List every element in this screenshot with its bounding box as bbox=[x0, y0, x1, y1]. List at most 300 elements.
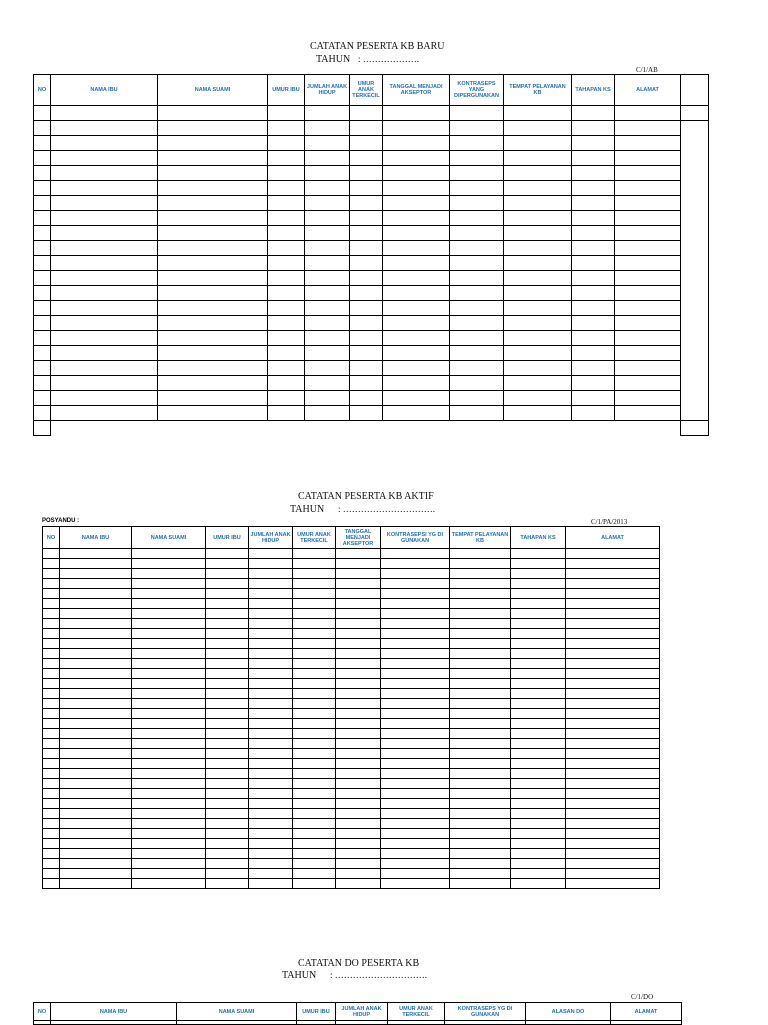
form1-table-cell bbox=[383, 421, 450, 436]
form2-table-cell bbox=[43, 699, 60, 709]
form2-table-cell bbox=[450, 809, 511, 819]
form2-table-cell bbox=[511, 569, 566, 579]
form1-table-cell bbox=[572, 271, 615, 286]
form1-table-cell bbox=[615, 181, 681, 196]
form1-table-cell bbox=[615, 211, 681, 226]
form2-table-cell bbox=[206, 639, 249, 649]
form2-table-cell bbox=[293, 829, 336, 839]
form1-table-cell bbox=[383, 286, 450, 301]
form1-table-cell bbox=[572, 376, 615, 391]
form2-table-cell bbox=[566, 579, 660, 589]
form2-table-cell bbox=[511, 739, 566, 749]
form2-table-cell bbox=[132, 859, 206, 869]
form2-table-cell bbox=[132, 709, 206, 719]
form2-table-cell bbox=[381, 799, 450, 809]
form2-table-cell bbox=[249, 779, 293, 789]
form1-table-cell bbox=[572, 406, 615, 421]
form2-table-cell bbox=[43, 729, 60, 739]
form2-table-cell bbox=[381, 679, 450, 689]
form1-table-cell bbox=[305, 421, 350, 436]
form2-table-cell bbox=[293, 819, 336, 829]
form2-table-cell bbox=[511, 829, 566, 839]
form2-table-cell bbox=[566, 829, 660, 839]
form1-table-cell bbox=[350, 376, 383, 391]
form1-table-cell bbox=[34, 136, 51, 151]
form2-table-row bbox=[43, 619, 660, 629]
form1-table-cell bbox=[383, 106, 450, 121]
form2-table-cell bbox=[249, 849, 293, 859]
form1-table-row bbox=[34, 376, 709, 391]
form2-table-cell bbox=[511, 769, 566, 779]
form2-table-cell bbox=[206, 789, 249, 799]
form2-table-cell bbox=[336, 829, 381, 839]
form1-table-cell bbox=[572, 256, 615, 271]
form1-table-cell bbox=[51, 226, 158, 241]
form2-table-cell bbox=[132, 739, 206, 749]
form3-header-umur-ibu: UMUR IBU bbox=[297, 1003, 336, 1021]
form2-table-cell bbox=[43, 859, 60, 869]
form2-table-cell bbox=[249, 589, 293, 599]
form2-table-cell bbox=[206, 669, 249, 679]
form1-table-cell bbox=[681, 301, 709, 316]
form2-table-cell bbox=[336, 809, 381, 819]
form1-table-cell bbox=[383, 256, 450, 271]
form1-table-cell bbox=[305, 376, 350, 391]
form2-table-row bbox=[43, 839, 660, 849]
form1-table-cell bbox=[51, 106, 158, 121]
form1-header-alamat: ALAMAT bbox=[615, 75, 681, 106]
form1-table-cell bbox=[34, 271, 51, 286]
form2-table-cell bbox=[293, 779, 336, 789]
form2-table-row bbox=[43, 809, 660, 819]
form1-table-cell bbox=[268, 316, 305, 331]
form2-header-nama-ibu: NAMA IBU bbox=[60, 527, 132, 549]
form2-table-cell bbox=[336, 729, 381, 739]
form2-table-cell bbox=[293, 769, 336, 779]
form2-table-cell bbox=[132, 629, 206, 639]
form2-table-cell bbox=[43, 569, 60, 579]
form1-table-cell bbox=[158, 241, 268, 256]
form3-header-jumlah-anak-hidup: JUMLAH ANAK HIDUP bbox=[336, 1003, 388, 1021]
form2-table-cell bbox=[566, 739, 660, 749]
form1-header-umur-ibu: UMUR IBU bbox=[268, 75, 305, 106]
form2-table-cell bbox=[450, 769, 511, 779]
form2-header-kontrasepsi: KONTRASEPSI YG DI GUNAKAN bbox=[381, 527, 450, 549]
form2-table-cell bbox=[43, 649, 60, 659]
form1-table-cell bbox=[305, 106, 350, 121]
form1-header-kontraseps: KONTRASEPS YANG DIPERGUNAKAN bbox=[450, 75, 504, 106]
form2-table-cell bbox=[450, 869, 511, 879]
form1-table-cell bbox=[615, 301, 681, 316]
form1-table-cell bbox=[615, 391, 681, 406]
form1-table-cell bbox=[681, 346, 709, 361]
form2-table-cell bbox=[511, 839, 566, 849]
form2-header-alamat: ALAMAT bbox=[566, 527, 660, 549]
form2-table-cell bbox=[60, 609, 132, 619]
form1-table-cell bbox=[268, 271, 305, 286]
form2-table-cell bbox=[511, 579, 566, 589]
form1-table-cell bbox=[305, 331, 350, 346]
form2-table-cell bbox=[293, 659, 336, 669]
form1-table-cell bbox=[158, 331, 268, 346]
form1-table-cell bbox=[383, 271, 450, 286]
form1-table-row bbox=[34, 136, 709, 151]
form1-table-cell bbox=[615, 406, 681, 421]
form1-table-cell bbox=[268, 151, 305, 166]
form2-table-cell bbox=[566, 689, 660, 699]
form2-table-cell bbox=[336, 559, 381, 569]
form1-table-cell bbox=[615, 226, 681, 241]
form2-table-cell bbox=[511, 849, 566, 859]
form1-table-cell bbox=[305, 181, 350, 196]
form2-header-umur-ibu: UMUR IBU bbox=[206, 527, 249, 549]
form2-table-cell bbox=[60, 719, 132, 729]
form2-table-cell bbox=[566, 559, 660, 569]
form2-table-cell bbox=[60, 779, 132, 789]
form2-table-cell bbox=[381, 749, 450, 759]
form2-table-cell bbox=[336, 589, 381, 599]
form1-table-cell bbox=[158, 151, 268, 166]
form2-header-tempat-pelayanan: TEMPAT PELAYANAN KB bbox=[450, 527, 511, 549]
form3-header-nama-ibu: NAMA IBU bbox=[51, 1003, 177, 1021]
form1-table-cell bbox=[51, 121, 158, 136]
form2-table-cell bbox=[132, 729, 206, 739]
form1-code: C/1/AB bbox=[636, 66, 658, 74]
form1-table-row bbox=[34, 211, 709, 226]
form2-table-cell bbox=[132, 689, 206, 699]
form2-table-cell bbox=[206, 709, 249, 719]
form2-table-cell bbox=[336, 639, 381, 649]
form1-table-cell bbox=[158, 121, 268, 136]
form2-table-cell bbox=[249, 699, 293, 709]
form1-table-cell bbox=[615, 346, 681, 361]
form1-table-cell bbox=[305, 226, 350, 241]
form2-table-cell bbox=[511, 869, 566, 879]
form2-table-cell bbox=[60, 769, 132, 779]
form2-table-cell bbox=[450, 679, 511, 689]
form2-table-cell bbox=[249, 649, 293, 659]
form2-table-cell bbox=[381, 849, 450, 859]
form2-table-cell bbox=[566, 629, 660, 639]
form2-table-row bbox=[43, 659, 660, 669]
form2-table-cell bbox=[381, 559, 450, 569]
form1-table-cell bbox=[350, 361, 383, 376]
form2-table-cell bbox=[381, 869, 450, 879]
form1-table-cell bbox=[450, 316, 504, 331]
form2-table-cell bbox=[336, 819, 381, 829]
form2-table-cell bbox=[511, 729, 566, 739]
form2-table-cell bbox=[450, 599, 511, 609]
form2-table-cell bbox=[206, 629, 249, 639]
form2-table-cell bbox=[511, 549, 566, 559]
form1-table-cell bbox=[268, 376, 305, 391]
form2-table-row bbox=[43, 549, 660, 559]
form2-table-cell bbox=[132, 639, 206, 649]
form2-table-cell bbox=[293, 689, 336, 699]
form2-table-cell bbox=[249, 799, 293, 809]
form2-table-cell bbox=[43, 789, 60, 799]
form2-table-cell bbox=[336, 679, 381, 689]
form1-table-cell bbox=[383, 376, 450, 391]
form2-table-cell bbox=[566, 729, 660, 739]
form1-table-cell bbox=[268, 211, 305, 226]
form2-table-cell bbox=[60, 839, 132, 849]
form1-table-cell bbox=[572, 361, 615, 376]
form1-table-cell bbox=[350, 256, 383, 271]
form1-table-cell bbox=[450, 121, 504, 136]
form2-table-cell bbox=[60, 579, 132, 589]
form1-table-cell bbox=[615, 106, 681, 121]
form2-table-cell bbox=[450, 819, 511, 829]
form2-table-cell bbox=[381, 589, 450, 599]
form2-table-cell bbox=[293, 859, 336, 869]
form2-table-cell bbox=[60, 599, 132, 609]
form2-table-cell bbox=[511, 819, 566, 829]
form2-table-cell bbox=[336, 859, 381, 869]
form1-table-cell bbox=[383, 331, 450, 346]
form1-table-cell bbox=[34, 286, 51, 301]
form1-table-cell bbox=[504, 316, 572, 331]
form1-table-cell bbox=[350, 166, 383, 181]
form1-table-row bbox=[34, 346, 709, 361]
form2-table-cell bbox=[511, 659, 566, 669]
form2-table-cell bbox=[43, 719, 60, 729]
form2-table-cell bbox=[132, 609, 206, 619]
form1-table-cell bbox=[158, 271, 268, 286]
form2-table-cell bbox=[511, 809, 566, 819]
form1-header-tanggal-menjadi-akseptor: TANGGAL MENJADI AKSEPTOR bbox=[383, 75, 450, 106]
form2-table-cell bbox=[511, 719, 566, 729]
form2-table-cell bbox=[566, 549, 660, 559]
form1-table-cell bbox=[504, 301, 572, 316]
form2-table-cell bbox=[249, 639, 293, 649]
form2-table-cell bbox=[43, 679, 60, 689]
form2-table-cell bbox=[60, 709, 132, 719]
form1-table-cell bbox=[450, 346, 504, 361]
form2-table-cell bbox=[206, 659, 249, 669]
form1-table-row bbox=[34, 301, 709, 316]
form2-table-cell bbox=[293, 679, 336, 689]
form2-table-cell bbox=[450, 879, 511, 889]
form1-table-cell bbox=[572, 346, 615, 361]
form1-table-row bbox=[34, 406, 709, 421]
form1-table-cell bbox=[34, 406, 51, 421]
form2-table-cell bbox=[249, 579, 293, 589]
form1-header-extra bbox=[681, 75, 709, 106]
form2-table-cell bbox=[60, 799, 132, 809]
form1-table-cell bbox=[383, 181, 450, 196]
form1-table-cell bbox=[450, 391, 504, 406]
form2-table-cell bbox=[450, 849, 511, 859]
form2-table-cell bbox=[511, 589, 566, 599]
form2-table-row bbox=[43, 699, 660, 709]
form2-table-cell bbox=[450, 579, 511, 589]
form1-table-cell bbox=[450, 241, 504, 256]
form2-table-cell bbox=[293, 799, 336, 809]
form2-table-row bbox=[43, 879, 660, 889]
form2-table-cell bbox=[566, 639, 660, 649]
form2-table-cell bbox=[249, 749, 293, 759]
form2-table-cell bbox=[60, 629, 132, 639]
form2-table-cell bbox=[60, 789, 132, 799]
form2-table-cell bbox=[132, 789, 206, 799]
form2-table-cell bbox=[336, 649, 381, 659]
form2-table-cell bbox=[293, 629, 336, 639]
form1-table-cell bbox=[305, 361, 350, 376]
form1-table-cell bbox=[615, 256, 681, 271]
form1-table-cell bbox=[268, 196, 305, 211]
form1-table-cell bbox=[504, 151, 572, 166]
form1-table-cell bbox=[572, 106, 615, 121]
form2-table-cell bbox=[132, 719, 206, 729]
form2-table-cell bbox=[511, 599, 566, 609]
form1-table-cell bbox=[34, 121, 51, 136]
form2-table-cell bbox=[293, 879, 336, 889]
form2-table-cell bbox=[206, 779, 249, 789]
form1-table-cell bbox=[504, 196, 572, 211]
form2-table-cell bbox=[206, 839, 249, 849]
form2-table-cell bbox=[60, 689, 132, 699]
form2-table-cell bbox=[206, 829, 249, 839]
form1-table-cell bbox=[305, 316, 350, 331]
form1-table-cell bbox=[51, 256, 158, 271]
form2-table-cell bbox=[206, 809, 249, 819]
form2-table-cell bbox=[43, 579, 60, 589]
form2-table-row bbox=[43, 719, 660, 729]
form2-table-cell bbox=[60, 879, 132, 889]
form1-table-cell bbox=[383, 121, 450, 136]
form1-table-cell bbox=[615, 286, 681, 301]
form1-table-cell bbox=[158, 106, 268, 121]
form1-table-row bbox=[34, 181, 709, 196]
form1-header-nama-suami: NAMA SUAMI bbox=[158, 75, 268, 106]
form2-table-cell bbox=[293, 549, 336, 559]
form2-table-cell bbox=[43, 829, 60, 839]
form2-table-cell bbox=[206, 569, 249, 579]
form2-tahun-label: TAHUN bbox=[290, 504, 325, 515]
form2-table-cell bbox=[336, 709, 381, 719]
form2-table-cell bbox=[336, 789, 381, 799]
form2-table-cell bbox=[132, 569, 206, 579]
form2-table-cell bbox=[381, 859, 450, 869]
form2-table-row bbox=[43, 759, 660, 769]
form2-table-cell bbox=[206, 619, 249, 629]
form2-table-cell bbox=[293, 839, 336, 849]
form2-table-cell bbox=[60, 659, 132, 669]
form1-table-cell bbox=[158, 136, 268, 151]
form2-table-cell bbox=[336, 759, 381, 769]
form1-table-cell bbox=[504, 211, 572, 226]
form2-table-cell bbox=[381, 879, 450, 889]
form1-table-cell bbox=[34, 211, 51, 226]
form1-table-cell bbox=[51, 166, 158, 181]
form1-table-cell bbox=[572, 226, 615, 241]
form2-table-row bbox=[43, 859, 660, 869]
form1-table-cell bbox=[305, 166, 350, 181]
form1-table-cell bbox=[615, 331, 681, 346]
form1-table-cell bbox=[450, 211, 504, 226]
form1-table-cell bbox=[268, 256, 305, 271]
form2-table-cell bbox=[206, 719, 249, 729]
form1-table-cell bbox=[450, 301, 504, 316]
form2-table-cell bbox=[450, 799, 511, 809]
form1-table-cell bbox=[383, 226, 450, 241]
form1-tahun-label: TAHUN bbox=[316, 54, 351, 65]
form2-table-cell bbox=[381, 659, 450, 669]
form2-table-cell bbox=[249, 729, 293, 739]
form2-table-cell bbox=[336, 869, 381, 879]
form1-table-cell bbox=[305, 211, 350, 226]
form2-table-cell bbox=[132, 649, 206, 659]
form2-table-cell bbox=[206, 799, 249, 809]
form1-table-cell bbox=[350, 226, 383, 241]
form1-table-cell bbox=[51, 421, 158, 436]
form3-header-no: NO bbox=[34, 1003, 51, 1021]
form2-table-cell bbox=[381, 689, 450, 699]
form3-header-alamat: ALAMAT bbox=[611, 1003, 682, 1021]
form1-table-cell bbox=[681, 361, 709, 376]
form2-table-cell bbox=[566, 659, 660, 669]
form1-table-cell bbox=[504, 241, 572, 256]
form2-code: C/1/PA/2013 bbox=[591, 518, 628, 526]
form2-table-cell bbox=[336, 739, 381, 749]
form2-table-cell bbox=[249, 549, 293, 559]
form1-table-cell bbox=[572, 166, 615, 181]
form1-table-cell bbox=[504, 166, 572, 181]
form2-table-row bbox=[43, 729, 660, 739]
form2-table-cell bbox=[511, 699, 566, 709]
form1-table-cell bbox=[450, 256, 504, 271]
form2-table-cell bbox=[566, 619, 660, 629]
form1-table-cell bbox=[51, 391, 158, 406]
form2-table-cell bbox=[450, 729, 511, 739]
form1-table-cell bbox=[158, 421, 268, 436]
form1-table-cell bbox=[350, 136, 383, 151]
form2-table-cell bbox=[293, 869, 336, 879]
form2-table-cell bbox=[43, 659, 60, 669]
form2-table-cell bbox=[43, 669, 60, 679]
form2-table-cell bbox=[566, 799, 660, 809]
form2-table-cell bbox=[381, 719, 450, 729]
form2-table-cell bbox=[206, 819, 249, 829]
form2-table-cell bbox=[381, 609, 450, 619]
form2-table-cell bbox=[132, 619, 206, 629]
form2-tahun-value: : …………………………. bbox=[338, 504, 436, 514]
form2-table-cell bbox=[450, 549, 511, 559]
form1-table-cell bbox=[615, 421, 681, 436]
form2-table-row bbox=[43, 579, 660, 589]
form2-table-cell bbox=[43, 779, 60, 789]
form1-table-cell bbox=[504, 181, 572, 196]
form2-table-row bbox=[43, 779, 660, 789]
form2-table-cell bbox=[336, 769, 381, 779]
form1-table-cell bbox=[305, 346, 350, 361]
form1-table-cell bbox=[615, 151, 681, 166]
form2-table-cell bbox=[60, 829, 132, 839]
form2-table-cell bbox=[132, 819, 206, 829]
form2-table-row bbox=[43, 799, 660, 809]
form2-table-cell bbox=[60, 549, 132, 559]
form2-table-cell bbox=[381, 629, 450, 639]
form1-table-cell bbox=[350, 301, 383, 316]
form2-table-cell bbox=[249, 619, 293, 629]
form2-table-cell bbox=[566, 699, 660, 709]
form2-table-cell bbox=[450, 839, 511, 849]
form2-table-cell bbox=[566, 589, 660, 599]
form1-table-row bbox=[34, 121, 709, 136]
form1-table-cell bbox=[615, 316, 681, 331]
form2-table-cell bbox=[381, 829, 450, 839]
